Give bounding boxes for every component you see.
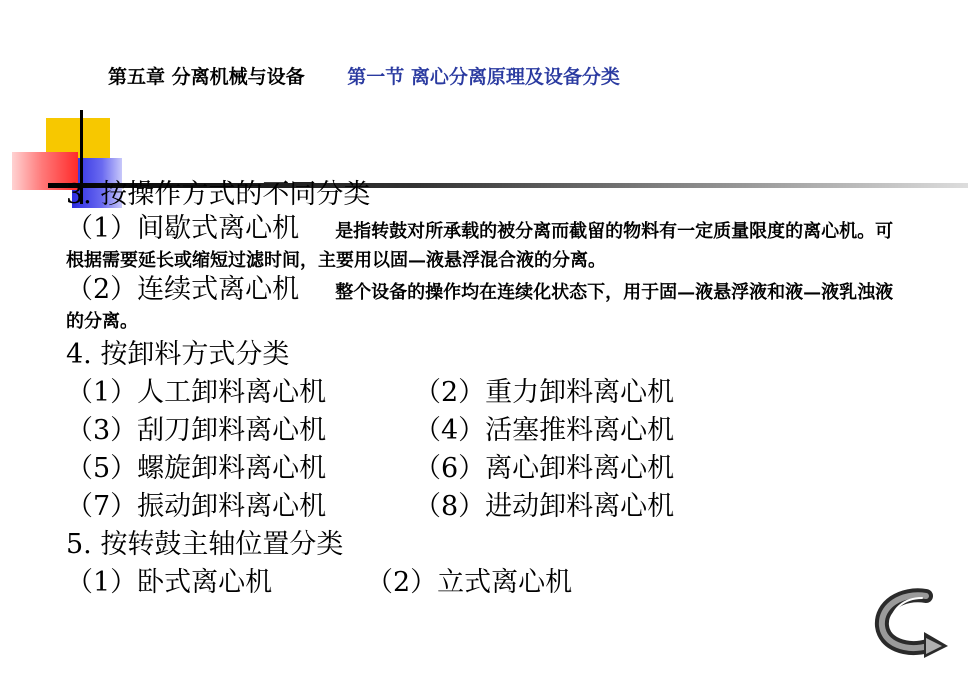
discharge-row <box>66 412 674 450</box>
discharge-row <box>66 374 674 412</box>
continuous-centrifuge-desc: 整个设备的操作均在连续化状态下，用于固—液悬浮液和液—液乳浊液的分离。 <box>66 282 894 332</box>
heading-4: 4. 按卸料方式分类 <box>66 339 290 370</box>
discharge-item: （1）人工卸料离心机 <box>66 377 327 408</box>
section-title: 第一节 离心分离原理及设备分类 <box>347 66 620 88</box>
chapter-title: 第五章 分离机械与设备 <box>108 66 305 88</box>
discharge-item: （3）刮刀卸料离心机 <box>66 415 327 446</box>
heading-3: 3. 按操作方式的不同分类 <box>66 179 371 210</box>
slide-header <box>108 62 620 89</box>
continuous-centrifuge-title: （2）连续式离心机 <box>66 274 300 305</box>
discharge-row <box>66 488 674 526</box>
axis-item: （1）卧式离心机 <box>66 567 273 598</box>
discharge-item: （2）重力卸料离心机 <box>414 377 675 408</box>
discharge-item: （6）离心卸料离心机 <box>414 453 675 484</box>
discharge-item: （7）振动卸料离心机 <box>66 491 327 522</box>
batch-centrifuge-desc: 是指转鼓对所承载的被分离而截留的物料有一定质量限度的离心机。可根据需要延长或缩短过滤时间，主要用以固—液悬浮混合液的分离。 <box>66 221 894 271</box>
paragraph-continuous <box>66 275 906 336</box>
discharge-row <box>66 450 674 488</box>
paragraph-batch <box>66 214 906 275</box>
batch-centrifuge-title: （1）间歇式离心机 <box>66 213 300 244</box>
axis-item: （2）立式离心机 <box>366 567 573 598</box>
discharge-item: （4）活塞推料离心机 <box>414 415 675 446</box>
return-arrow-icon[interactable] <box>872 588 950 658</box>
heading-5: 5. 按转鼓主轴位置分类 <box>66 529 344 560</box>
discharge-item: （5）螺旋卸料离心机 <box>66 453 327 484</box>
discharge-item: （8）进动卸料离心机 <box>414 491 675 522</box>
axis-row <box>66 564 572 602</box>
slide-body <box>66 176 906 602</box>
